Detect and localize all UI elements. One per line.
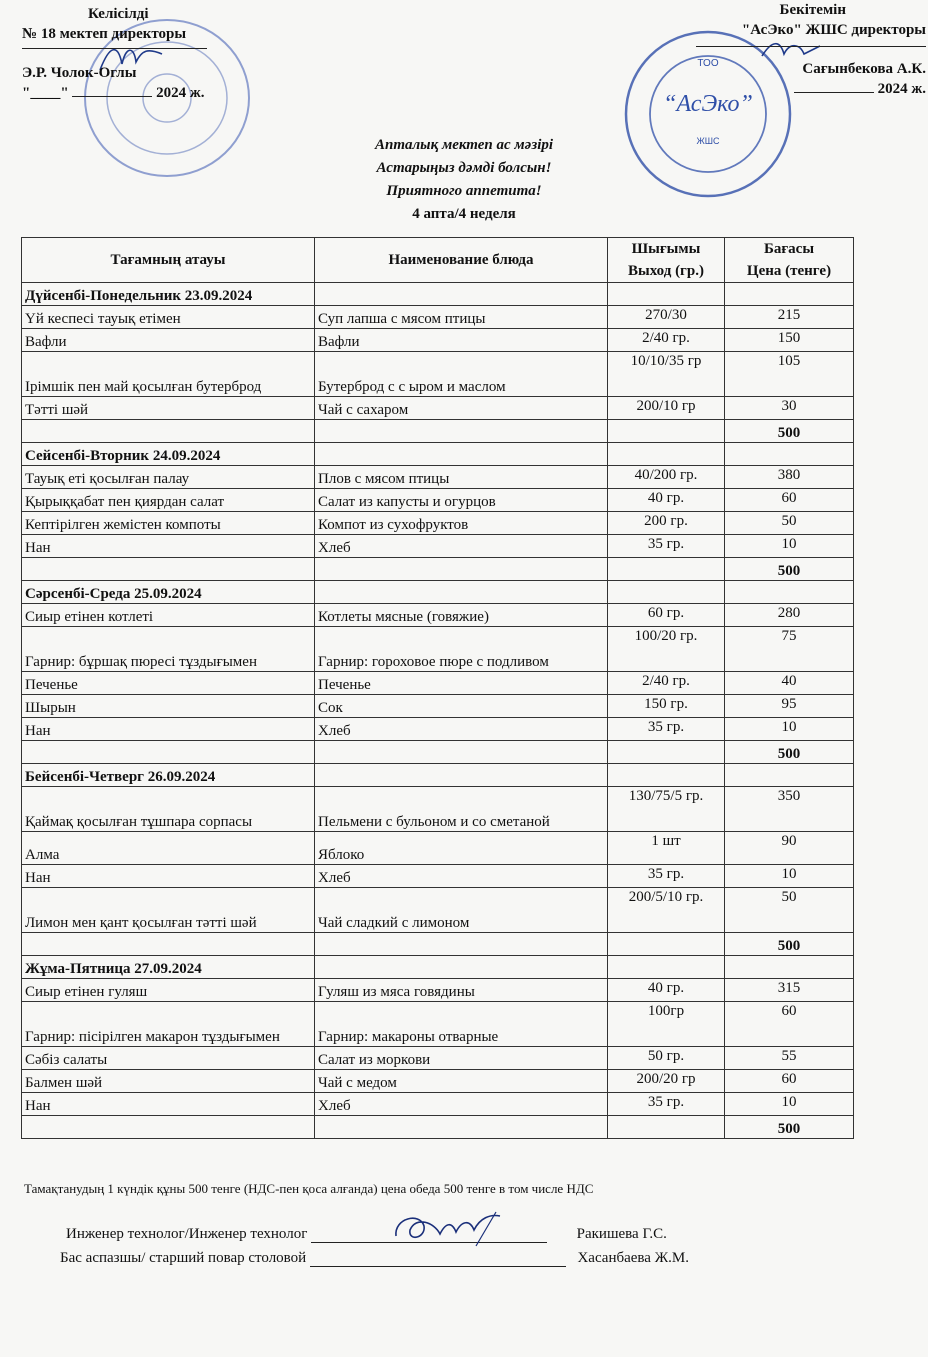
dish-name-kz: Алма — [22, 832, 315, 865]
dish-output: 40 гр. — [608, 489, 725, 512]
dish-output: 35 гр. — [608, 718, 725, 741]
dish-output: 35 гр. — [608, 1093, 725, 1116]
dish-name-kz: Гарнир: бұршақ пюресі тұздығымен — [22, 627, 315, 672]
approval-left-position: № 18 мектеп директоры — [22, 26, 187, 42]
dish-name-ru: Гуляш из мяса говядины — [315, 979, 608, 1002]
menu-item-row — [22, 888, 854, 933]
dish-name-ru: Чай с сахаром — [315, 397, 608, 420]
menu-item-row — [22, 695, 854, 718]
menu-item-row — [22, 627, 854, 672]
dish-output: 2/40 гр. — [608, 672, 725, 695]
dish-price: 90 — [725, 832, 854, 865]
signature-row-technologist — [66, 1226, 667, 1243]
dish-name-kz: Вафли — [22, 329, 315, 352]
dish-name-ru: Вафли — [315, 329, 608, 352]
menu-item-row — [22, 832, 854, 865]
day-total-row — [22, 420, 854, 443]
dish-name-kz: Нан — [22, 1093, 315, 1116]
dish-output: 200/20 гр — [608, 1070, 725, 1093]
menu-title — [0, 134, 928, 226]
dish-price: 150 — [725, 329, 854, 352]
empty-cell — [608, 443, 725, 466]
menu-item-row — [22, 1070, 854, 1093]
dish-price: 280 — [725, 604, 854, 627]
empty-cell — [725, 956, 854, 979]
empty-cell — [22, 933, 315, 956]
menu-item-row — [22, 718, 854, 741]
empty-cell — [608, 558, 725, 581]
title-line-1: Апталық мектеп ас мәзірі — [374, 137, 554, 153]
menu-item-row — [22, 1093, 854, 1116]
dish-name-ru: Салат из капусты и огурцов — [315, 489, 608, 512]
menu-item-row — [22, 329, 854, 352]
header-col-ru: Наименование блюда — [315, 238, 608, 283]
day-total: 500 — [725, 1116, 854, 1139]
dish-name-ru: Яблоко — [315, 832, 608, 865]
dish-name-ru: Плов с мясом птицы — [315, 466, 608, 489]
dish-output: 35 гр. — [608, 865, 725, 888]
dish-output: 100/20 гр. — [608, 627, 725, 672]
empty-cell — [315, 443, 608, 466]
dish-name-ru: Сок — [315, 695, 608, 718]
dish-name-kz: Қаймақ қосылған тұшпара сорпасы — [22, 787, 315, 832]
stamp-top-text: ТОО — [697, 58, 719, 69]
day-title: Дүйсенбі-Понедельник 23.09.2024 — [22, 283, 315, 306]
dish-price: 10 — [725, 1093, 854, 1116]
technologist-name: Ракишева Г.С. — [576, 1226, 667, 1242]
dish-output: 100гр — [608, 1002, 725, 1047]
dish-price: 60 — [725, 489, 854, 512]
dish-price: 50 — [725, 512, 854, 535]
dish-name-kz: Сәбіз салаты — [22, 1047, 315, 1070]
dish-price: 95 — [725, 695, 854, 718]
dish-name-ru: Котлеты мясные (говяжие) — [315, 604, 608, 627]
menu-item-row — [22, 352, 854, 397]
empty-cell — [725, 443, 854, 466]
technologist-signature — [390, 1206, 520, 1261]
dish-name-ru: Хлеб — [315, 535, 608, 558]
dish-output: 40/200 гр. — [608, 466, 725, 489]
empty-cell — [725, 764, 854, 787]
dish-price: 350 — [725, 787, 854, 832]
dish-name-kz: Тауық еті қосылған палау — [22, 466, 315, 489]
dish-price: 75 — [725, 627, 854, 672]
day-title: Бейсенбі-Четверг 26.09.2024 — [22, 764, 315, 787]
empty-cell — [315, 741, 608, 764]
title-line-2: Астарыңыз дәмді болсын! — [376, 160, 552, 176]
dish-price: 10 — [725, 718, 854, 741]
day-total-row — [22, 1116, 854, 1139]
signature-line-right — [696, 46, 926, 59]
day-total-row — [22, 933, 854, 956]
dish-name-ru: Хлеб — [315, 718, 608, 741]
menu-item-row — [22, 466, 854, 489]
header-price-ru: Цена (тенге) — [725, 260, 854, 283]
chef-role: Бас аспазшы/ старший повар столовой — [60, 1250, 307, 1266]
header-col-kz: Тағамның атауы — [22, 238, 315, 283]
dish-price: 105 — [725, 352, 854, 397]
approval-right-date-year: 2024 ж. — [877, 81, 926, 97]
empty-cell — [608, 420, 725, 443]
dish-name-ru: Чай сладкий с лимоном — [315, 888, 608, 933]
menu-item-row — [22, 604, 854, 627]
empty-cell — [315, 933, 608, 956]
dish-name-ru: Пельмени с бульоном и со сметаной — [315, 787, 608, 832]
empty-cell — [608, 283, 725, 306]
chef-name: Хасанбаева Ж.М. — [577, 1250, 689, 1266]
dish-output: 200/5/10 гр. — [608, 888, 725, 933]
stamp-bottom-text: ЖШС — [696, 136, 720, 146]
dish-price: 50 — [725, 888, 854, 933]
dish-name-kz: Кептірілген жемістен компоты — [22, 512, 315, 535]
title-week: 4 апта/4 неделя — [412, 206, 516, 222]
dish-name-kz: Лимон мен қант қосылған тәтті шәй — [22, 888, 315, 933]
approval-left-date-prefix: "____" — [22, 85, 69, 101]
header-output-kz: Шығымы — [608, 238, 725, 261]
dish-output: 200 гр. — [608, 512, 725, 535]
dish-price: 40 — [725, 672, 854, 695]
stamp-center-text: “АсЭко” — [663, 91, 753, 117]
dish-price: 60 — [725, 1070, 854, 1093]
dish-price: 55 — [725, 1047, 854, 1070]
approval-left-label: Келісілді — [88, 6, 149, 22]
signature-row-chef — [60, 1250, 689, 1267]
empty-cell — [315, 581, 608, 604]
header-output-ru: Выход (гр.) — [608, 260, 725, 283]
day-title: Сәрсенбі-Среда 25.09.2024 — [22, 581, 315, 604]
price-note: Тамақтанудың 1 күндік құны 500 тенге (НДС-пен қоса алғанда) цена обеда 500 тенге в том числе НДС — [24, 1181, 594, 1196]
day-total-row — [22, 741, 854, 764]
dish-output: 50 гр. — [608, 1047, 725, 1070]
dish-output: 35 гр. — [608, 535, 725, 558]
empty-cell — [315, 764, 608, 787]
day-title: Жұма-Пятница 27.09.2024 — [22, 956, 315, 979]
empty-cell — [608, 933, 725, 956]
empty-cell — [608, 741, 725, 764]
dish-name-ru: Салат из моркови — [315, 1047, 608, 1070]
empty-cell — [22, 1116, 315, 1139]
dish-name-ru: Чай с медом — [315, 1070, 608, 1093]
day-header-row — [22, 956, 854, 979]
menu-item-row — [22, 489, 854, 512]
dish-name-kz: Печенье — [22, 672, 315, 695]
approval-right — [696, 0, 926, 99]
day-header-row — [22, 581, 854, 604]
dish-name-kz: Үй кеспесі тауық етімен — [22, 306, 315, 329]
dish-name-kz: Шырын — [22, 695, 315, 718]
dish-name-kz: Қырыққабат пен қиярдан салат — [22, 489, 315, 512]
dish-output: 130/75/5 гр. — [608, 787, 725, 832]
menu-item-row — [22, 787, 854, 832]
dish-name-kz: Нан — [22, 535, 315, 558]
dish-name-kz: Сиыр етінен гуляш — [22, 979, 315, 1002]
menu-item-row — [22, 306, 854, 329]
empty-cell — [22, 420, 315, 443]
menu-item-row — [22, 1002, 854, 1047]
empty-cell — [22, 558, 315, 581]
day-total: 500 — [725, 420, 854, 443]
dish-output: 270/30 — [608, 306, 725, 329]
dish-name-ru: Хлеб — [315, 1093, 608, 1116]
dish-price: 10 — [725, 865, 854, 888]
menu-item-row — [22, 672, 854, 695]
empty-cell — [315, 283, 608, 306]
dish-name-kz: Сиыр етінен котлеті — [22, 604, 315, 627]
empty-cell — [608, 1116, 725, 1139]
empty-cell — [22, 741, 315, 764]
dish-output: 150 гр. — [608, 695, 725, 718]
day-header-row — [22, 764, 854, 787]
dish-output: 40 гр. — [608, 979, 725, 1002]
approval-right-label: Бекітемін — [779, 2, 846, 18]
approval-left-name: Э.Р. Чолок-Оглы — [22, 65, 137, 81]
dish-name-kz: Гарнир: пісірілген макарон тұздығымен — [22, 1002, 315, 1047]
day-total: 500 — [725, 933, 854, 956]
dish-output: 60 гр. — [608, 604, 725, 627]
menu-item-row — [22, 865, 854, 888]
approval-right-position: "АсЭко" ЖШС директоры — [741, 22, 926, 38]
empty-cell — [608, 956, 725, 979]
dish-output: 1 шт — [608, 832, 725, 865]
empty-cell — [315, 420, 608, 443]
dish-name-kz: Нан — [22, 865, 315, 888]
day-total-row — [22, 558, 854, 581]
menu-item-row — [22, 979, 854, 1002]
dish-name-kz: Ірімшік пен май қосылған бутерброд — [22, 352, 315, 397]
header-price-kz: Бағасы — [725, 238, 854, 261]
menu-item-row — [22, 1047, 854, 1070]
dish-price: 10 — [725, 535, 854, 558]
dish-price: 380 — [725, 466, 854, 489]
empty-cell — [315, 956, 608, 979]
approval-left-date-year: 2024 ж. — [156, 85, 205, 101]
dish-price: 315 — [725, 979, 854, 1002]
empty-cell — [608, 581, 725, 604]
approval-right-name: Сағынбекова А.К. — [802, 61, 926, 77]
day-header-row — [22, 283, 854, 306]
empty-cell — [725, 581, 854, 604]
title-line-3: Приятного аппетита! — [386, 183, 542, 199]
empty-cell — [725, 283, 854, 306]
empty-cell — [315, 558, 608, 581]
dish-name-ru: Хлеб — [315, 865, 608, 888]
menu-item-row — [22, 535, 854, 558]
day-total: 500 — [725, 558, 854, 581]
menu-table — [21, 237, 854, 1139]
technologist-role: Инженер технолог/Инженер технолог — [66, 1226, 308, 1242]
menu-item-row — [22, 512, 854, 535]
menu-body — [22, 283, 854, 1139]
day-title: Сейсенбі-Вторник 24.09.2024 — [22, 443, 315, 466]
dish-price: 60 — [725, 1002, 854, 1047]
dish-name-kz: Балмен шәй — [22, 1070, 315, 1093]
dish-name-kz: Тәтті шәй — [22, 397, 315, 420]
empty-cell — [315, 1116, 608, 1139]
dish-name-ru: Бутерброд с с ыром и маслом — [315, 352, 608, 397]
dish-output: 2/40 гр. — [608, 329, 725, 352]
day-total: 500 — [725, 741, 854, 764]
dish-price: 30 — [725, 397, 854, 420]
dish-name-ru: Гарнир: гороховое пюре с подливом — [315, 627, 608, 672]
approval-left — [22, 4, 207, 103]
empty-cell — [608, 764, 725, 787]
menu-item-row — [22, 397, 854, 420]
dish-output: 10/10/35 гр — [608, 352, 725, 397]
signature-line-left — [22, 48, 207, 63]
dish-output: 200/10 гр — [608, 397, 725, 420]
dish-name-ru: Печенье — [315, 672, 608, 695]
dish-price: 215 — [725, 306, 854, 329]
day-header-row — [22, 443, 854, 466]
dish-name-ru: Гарнир: макароны отварные — [315, 1002, 608, 1047]
dish-name-ru: Компот из сухофруктов — [315, 512, 608, 535]
dish-name-kz: Нан — [22, 718, 315, 741]
dish-name-ru: Суп лапша с мясом птицы — [315, 306, 608, 329]
